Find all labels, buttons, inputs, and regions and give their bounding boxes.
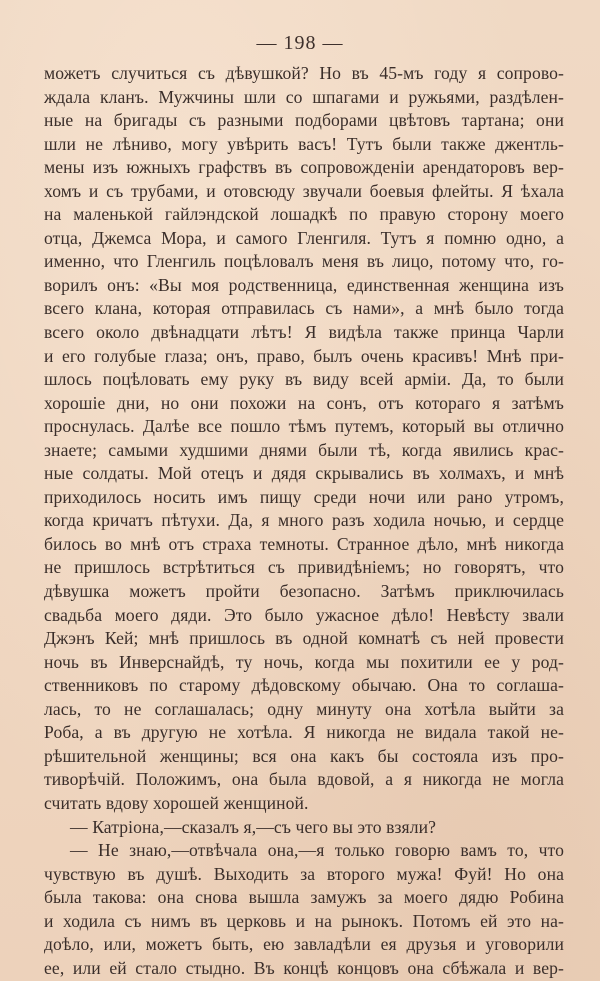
text-line: мены изъ южныхъ графствъ въ сопровожденіи арендаторовъ вер- bbox=[44, 157, 564, 178]
text-line-paragraph-end: считать вдову хорошей женщиной. bbox=[44, 792, 309, 813]
text-line: была такова: она снова вышла замужъ за моего дядю Робина bbox=[44, 887, 564, 908]
page-number: — 198 — bbox=[256, 32, 344, 54]
text-line: знаете; самыми худшими днями были тѣ, когда явились крас- bbox=[44, 439, 564, 460]
paragraph-dialogue bbox=[44, 839, 564, 980]
text-line: Джэнъ Кей; мнѣ пришлось въ одной комнатѣ съ ней провести bbox=[44, 628, 564, 649]
text-line: ные на бригады съ разными подборами цвѣтовъ тартана; они bbox=[44, 110, 564, 131]
text-line: и ходила съ нимъ въ церковь и на рынокъ. Потомъ ей это на- bbox=[44, 910, 564, 931]
text-line: хорошіе дни, но они похожи на сонъ, отъ котораго я затѣмъ bbox=[44, 392, 564, 413]
text-line: ночь въ Инверснайдѣ, ту ночь, когда мы похитили ее у род- bbox=[44, 651, 564, 672]
text-line: Роба, а въ другую не хотѣла. Я никогда не видала такой не- bbox=[44, 722, 564, 743]
text-line: чувствую въ душѣ. Выходить за второго мужа! Фуй! Но она bbox=[44, 863, 564, 884]
text-line: и его голубые глаза; онъ, право, былъ очень красивъ! Мнѣ при- bbox=[44, 345, 564, 366]
text-line: не пришлось встрѣтиться съ привидѣніемъ; но говорятъ, что bbox=[44, 557, 564, 578]
text-line: можетъ случиться съ дѣвушкой? Но въ 45-мъ году я сопрово- bbox=[44, 63, 564, 83]
text-line: всего около двѣнадцати лѣтъ! Я видѣла также принца Чарли bbox=[44, 322, 564, 343]
text-line: свадьба моего дяди. Это было ужасное дѣло! Невѣсту звали bbox=[44, 604, 564, 625]
text-line: на маленькой гайлэндской лошадкѣ по правую сторону моего bbox=[44, 204, 564, 225]
text-line: дѣвушка можетъ пройти безопасно. Затѣмъ приключилась bbox=[44, 581, 564, 602]
dialogue-line: — Катріона,—сказалъ я,—съ чего вы это взяли? bbox=[70, 816, 437, 837]
text-line: хомъ и съ трубами, и отовсюду звучали боевыя флейты. Я ѣхала bbox=[44, 180, 564, 201]
text-line: проснулась. Далѣе все пошло тѣмъ путемъ, который вы отлично bbox=[44, 416, 564, 437]
text-line: билось во мнѣ отъ страха темноты. Странное дѣло, мнѣ никогда bbox=[44, 533, 564, 554]
text-line: приходилось носить имъ пищу среди ночи или рано утромъ, bbox=[44, 486, 564, 507]
text-line: рѣшительной женщины; вся она какъ бы состояла изъ про- bbox=[44, 745, 564, 766]
text-line: всего клана, которая отправилась съ нами», а мнѣ было тогда bbox=[44, 298, 564, 319]
paragraph-continuation bbox=[44, 62, 564, 816]
text-line: ворилъ онъ: «Вы моя родственница, единственная женщина изъ bbox=[44, 274, 564, 295]
text-line: отца, Джемса Мора, и самого Гленгиля. Тутъ я помню одно, а bbox=[44, 227, 564, 248]
text-line: ждала кланъ. Мужчины шли со шпагами и ружьями, раздѣлен- bbox=[44, 86, 564, 107]
text-line: когда кричатъ пѣтухи. Да, я много разъ ходила ночью, и сердце bbox=[44, 510, 564, 531]
text-line: шли не лѣниво, могу увѣрить васъ! Тутъ были также джентль- bbox=[44, 133, 564, 154]
text-line: именно, что Гленгиль поцѣловалъ меня въ лицо, потому что, го- bbox=[44, 251, 564, 272]
paragraph-dialogue bbox=[44, 816, 564, 840]
text-line: лась, то не соглашалась; одну минуту она хотѣла выйти за bbox=[44, 698, 564, 719]
text-line: доѣло, или, можетъ быть, ею завладѣли ея друзья и уговорили bbox=[44, 934, 564, 955]
text-line: ее, или ей стало стыдно. Въ концѣ концовъ она сбѣжала и вер- bbox=[44, 957, 564, 978]
text-line: ственниковъ по старому дѣдовскому обычаю. Она то соглаша- bbox=[44, 675, 564, 696]
text-line: тиворѣчій. Положимъ, она была вдовой, а я никогда не могла bbox=[44, 769, 564, 790]
dialogue-line: — Не знаю,—отвѣчала она,—я только говорю вамъ то, что bbox=[70, 840, 564, 861]
text-block bbox=[44, 62, 564, 980]
text-line: шлось поцѣловать ему руку въ виду всей арміи. Да, то были bbox=[44, 369, 564, 390]
text-line: ные солдаты. Мой отецъ и дядя скрывались въ холмахъ, и мнѣ bbox=[44, 463, 564, 484]
